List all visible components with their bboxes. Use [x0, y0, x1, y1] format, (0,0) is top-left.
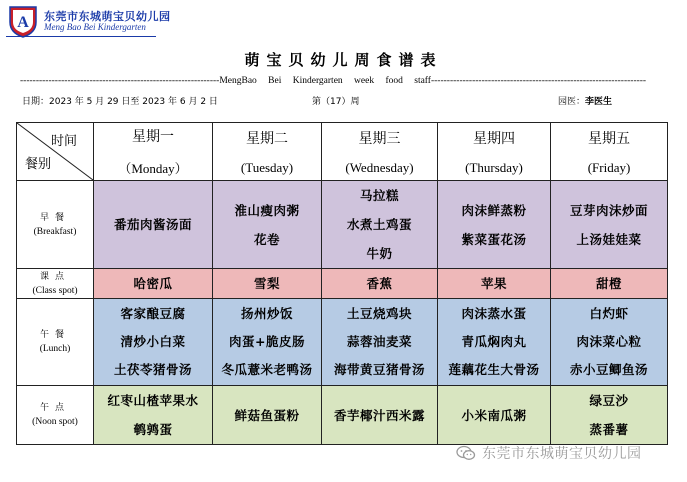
menu-cell	[551, 386, 668, 445]
menu-cell	[551, 181, 668, 269]
menu-cell	[438, 181, 551, 269]
dish: 绿豆沙	[589, 393, 629, 408]
menu-cell	[322, 181, 438, 269]
dish: 鹌鹑蛋	[133, 422, 173, 437]
day-cn: 星期三	[358, 130, 401, 147]
day-header-thursday	[438, 123, 551, 181]
school-logo	[6, 4, 40, 38]
dish: 海带黄豆猪骨汤	[333, 362, 425, 377]
subtitle-dashes-left: ---------------------------------------------------------------	[20, 76, 220, 86]
day-header-monday	[94, 123, 213, 181]
watermark-text: 东莞市东城萌宝贝幼儿园	[482, 446, 642, 462]
day-en: (Wednesday)	[345, 159, 414, 175]
menu-cell	[322, 386, 438, 445]
dish: 冬瓜薏米老鸭汤	[221, 362, 313, 377]
meal-label-cn: 午餐	[39, 330, 70, 340]
day-cn: 星期二	[246, 130, 288, 147]
dish: 鲜菇鱼蛋粉	[234, 407, 300, 423]
menu-cell	[438, 386, 551, 445]
dish: 豆芽肉沫炒面	[569, 202, 648, 218]
day-en: （Monday）	[118, 161, 188, 176]
menu-cell	[438, 299, 551, 386]
logo-letter: A	[17, 14, 29, 31]
menu-cell	[551, 269, 668, 299]
dish: 水煮土鸡蛋	[346, 217, 412, 232]
subtitle-line	[20, 76, 675, 88]
weekly-menu-table	[16, 122, 668, 445]
dish: 马拉糕	[359, 188, 399, 203]
dish: 白灼虾	[589, 306, 629, 321]
dish: 小米南瓜粥	[461, 407, 527, 423]
day-header-tuesday	[213, 123, 322, 181]
page-title: 萌宝贝幼儿周食谱表	[244, 51, 443, 69]
menu-cell	[322, 269, 438, 299]
day-header-wednesday	[322, 123, 438, 181]
school-name-en: Meng Bao Bei Kindergarten	[44, 22, 146, 32]
day-en: (Tuesday)	[240, 159, 294, 175]
corner-meal-label: 餐别	[25, 157, 52, 172]
meal-row-class-snack	[17, 269, 668, 299]
meal-label-cn: 课点	[39, 271, 70, 282]
dish: 香蕉	[366, 276, 393, 291]
dish: 蒜蓉油麦菜	[346, 334, 412, 349]
dish: 青瓜焖肉丸	[461, 334, 527, 349]
subtitle-dashes-right: --------------------------------------------------------------------	[430, 76, 647, 86]
day-cn: 星期四	[473, 130, 515, 147]
menu-cell	[213, 181, 322, 269]
doctor-name: 李医生	[585, 97, 613, 107]
meal-label-cn: 早餐	[39, 212, 70, 223]
day-header-friday	[551, 123, 668, 181]
day-en: (Friday)	[587, 159, 631, 175]
meal-label-lunch	[17, 299, 94, 386]
dish: 甜橙	[595, 276, 622, 291]
dish: 土豆烧鸡块	[346, 306, 412, 321]
corner-cell	[17, 123, 94, 181]
dish: 上汤娃娃菜	[576, 231, 642, 247]
table-header-row	[17, 123, 668, 181]
week-number: 第（17）周	[312, 97, 360, 107]
menu-cell	[551, 299, 668, 386]
meal-row-lunch	[17, 299, 668, 386]
dish: 苹果	[480, 276, 507, 291]
dish: 客家酿豆腐	[120, 306, 186, 321]
menu-cell	[94, 269, 213, 299]
dish: 牛奶	[366, 246, 393, 261]
doctor-label: 园医：	[558, 97, 586, 107]
dish: 肉沫菜心粒	[576, 334, 642, 349]
meal-row-noon-snack	[17, 386, 668, 445]
meal-row-breakfast	[17, 181, 668, 269]
dish: 土茯苓猪骨汤	[113, 362, 192, 377]
dish: 莲藕花生大骨汤	[448, 362, 540, 377]
school-name-cn: 东莞市东城萌宝贝幼儿园	[44, 10, 171, 23]
meal-label-class-snack	[17, 269, 94, 299]
dish: 清炒小白菜	[120, 334, 186, 349]
day-en: (Thursday)	[465, 159, 523, 175]
dish: 肉沫蒸水蛋	[461, 306, 527, 321]
dish: 肉蛋+脆皮肠	[229, 334, 305, 349]
date-range: 日期：2023 年 5 月 29 日至 2023 年 6 月 2 日	[22, 97, 218, 107]
corner-time-label: 时间	[50, 134, 77, 149]
meal-label-noon-snack	[17, 386, 94, 445]
dish: 哈密瓜	[133, 276, 173, 291]
meal-label-en: (Breakfast)	[33, 226, 77, 237]
menu-cell	[94, 299, 213, 386]
menu-cell	[94, 181, 213, 269]
wechat-icon	[456, 445, 476, 461]
dish: 扬州炒饭	[240, 306, 293, 321]
menu-cell	[94, 386, 213, 445]
menu-cell	[213, 386, 322, 445]
dish: 花卷	[253, 231, 280, 247]
meal-label-en: (Noon spot)	[32, 417, 78, 427]
menu-cell	[322, 299, 438, 386]
header-divider	[6, 36, 156, 37]
dish: 紫菜蛋花汤	[461, 231, 527, 247]
dish: 香芋椰汁西米露	[333, 407, 425, 423]
dish: 雪梨	[253, 276, 280, 291]
dish: 番茄肉酱汤面	[113, 217, 192, 232]
meal-label-breakfast	[17, 181, 94, 269]
dish: 淮山瘦肉粥	[234, 202, 300, 218]
day-cn: 星期一	[132, 129, 174, 145]
dish: 肉沫鲜蒸粉	[461, 202, 527, 218]
meal-label-cn: 午点	[39, 403, 70, 413]
dish: 红枣山楂苹果水	[107, 393, 199, 408]
dish: 赤小豆鲫鱼汤	[569, 362, 648, 377]
wechat-watermark	[456, 443, 642, 463]
menu-cell	[213, 299, 322, 386]
dish: 蒸番薯	[589, 422, 629, 437]
school-doctor	[558, 94, 612, 107]
menu-cell	[438, 269, 551, 299]
day-cn: 星期五	[588, 130, 630, 147]
meal-label-en: (Class spot)	[32, 285, 78, 296]
subtitle-english: MengBao Bei Kindergarten week food staff	[219, 76, 431, 86]
meal-label-en: (Lunch)	[39, 344, 71, 354]
menu-cell	[213, 269, 322, 299]
